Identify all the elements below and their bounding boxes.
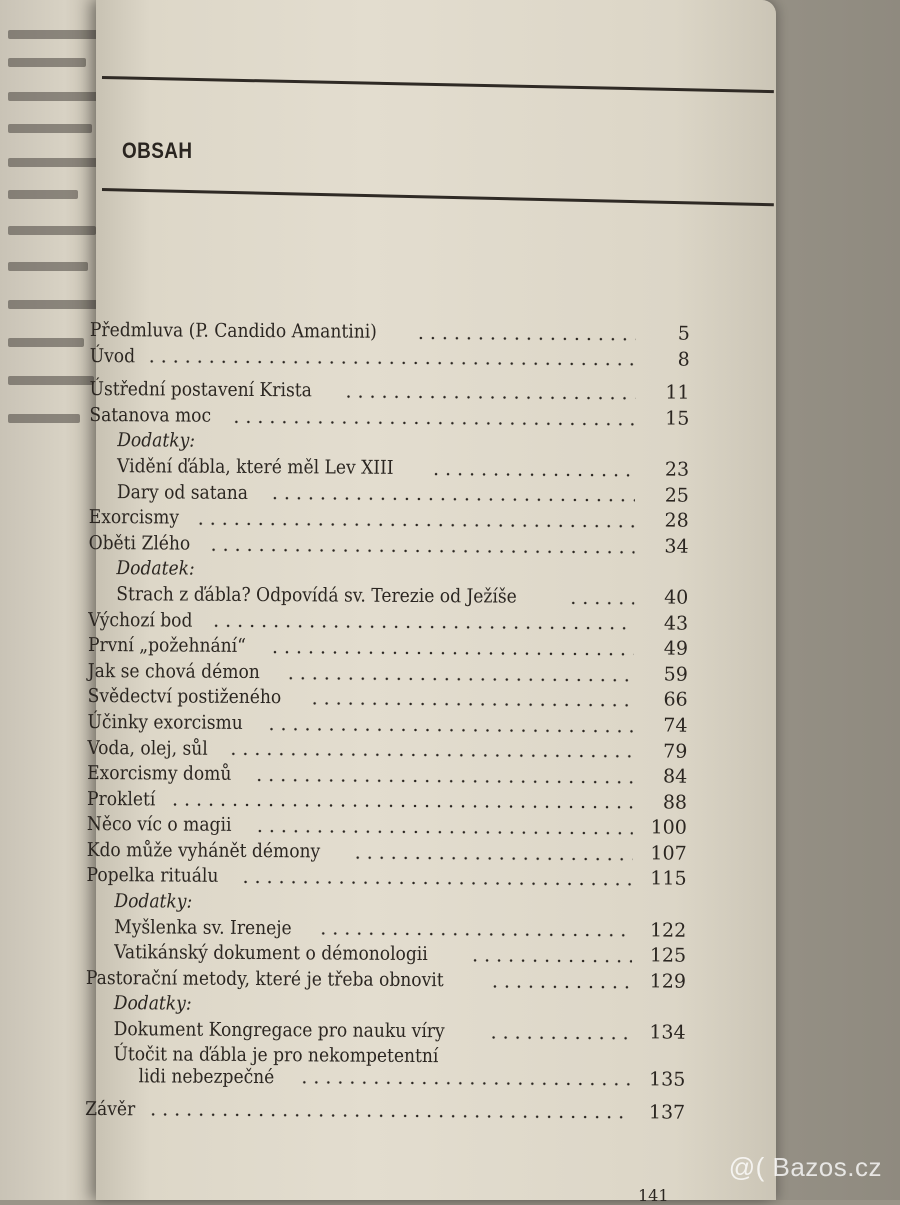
toc-entry-title: Oběti Zlého bbox=[88, 531, 191, 555]
toc-page-number: 40 bbox=[664, 586, 689, 609]
toc-page-number: 84 bbox=[662, 765, 688, 788]
toc-entry-title: Dokument Kongregace pro nauku víry bbox=[113, 1018, 445, 1043]
toc-page-number: 11 bbox=[665, 381, 690, 404]
toc-entry bbox=[87, 710, 687, 739]
toc-entry bbox=[87, 838, 687, 867]
toc-page-number: 107 bbox=[650, 842, 687, 865]
dot-leader bbox=[269, 496, 635, 502]
left-page-text-line bbox=[8, 262, 88, 271]
left-page-text-line bbox=[8, 338, 84, 347]
toc-entry-title: Svědectví postiženého bbox=[87, 685, 282, 709]
toc-entry-title: Prokletí bbox=[86, 787, 156, 811]
toc-page-number: 66 bbox=[663, 688, 688, 711]
toc-page-number: 8 bbox=[677, 348, 690, 371]
toc-page-number: 43 bbox=[663, 612, 689, 635]
dot-leader bbox=[430, 472, 635, 477]
toc-entry-title: Vatikánský dokument o démonologii bbox=[114, 941, 428, 966]
toc-entry-title: Dary od satana bbox=[116, 480, 249, 504]
dot-leader bbox=[195, 522, 635, 529]
toc-entry-title: Útočit na ďábla je pro nekompetentní bbox=[113, 1042, 439, 1067]
toc-page-number: 122 bbox=[649, 919, 687, 942]
left-page-text-line bbox=[8, 158, 100, 167]
left-page-text-line bbox=[8, 226, 96, 235]
toc-entry bbox=[87, 735, 687, 764]
toc-page-number: 25 bbox=[664, 484, 689, 507]
toc-page-number: 137 bbox=[648, 1101, 686, 1124]
dot-leader bbox=[487, 1035, 631, 1040]
page-number: 141 bbox=[638, 1186, 669, 1205]
toc-entry bbox=[88, 582, 688, 611]
dot-leader bbox=[147, 1113, 631, 1120]
table-of-contents bbox=[85, 318, 690, 1126]
toc-entry-title: Pastorační metody, které je třeba obnovit bbox=[85, 966, 444, 992]
toc-page-number: 15 bbox=[665, 407, 690, 430]
toc-entry bbox=[88, 659, 688, 688]
toc-entry-title: Předmluva (P. Candido Amantini) bbox=[89, 318, 377, 343]
toc-note-heading bbox=[89, 428, 689, 457]
left-page-text-line bbox=[8, 300, 102, 309]
toc-entry-title: Kdo může vyhánět démony bbox=[86, 838, 321, 863]
toc-page-number: 23 bbox=[664, 458, 690, 481]
toc-entry-title: Něco víc o magii bbox=[86, 813, 232, 837]
left-page-text-line bbox=[8, 30, 98, 39]
toc-entry bbox=[89, 454, 689, 483]
toc-entry-title: Voda, olej, sůl bbox=[87, 736, 208, 760]
dot-leader bbox=[231, 419, 636, 425]
toc-note-heading bbox=[86, 889, 686, 918]
dot-leader bbox=[342, 395, 635, 401]
toc-entry bbox=[89, 377, 689, 406]
toc-page-number: 49 bbox=[663, 637, 689, 660]
dot-leader bbox=[309, 701, 634, 707]
watermark: @( Bazos.cz bbox=[728, 1152, 882, 1182]
dot-leader bbox=[469, 958, 633, 963]
toc-page-number: 5 bbox=[677, 322, 690, 345]
toc-entry bbox=[87, 863, 687, 892]
toc-entry bbox=[86, 1017, 686, 1046]
toc-entry bbox=[88, 633, 688, 662]
dot-leader bbox=[253, 778, 633, 784]
toc-entry bbox=[87, 761, 687, 790]
toc-page-number: 74 bbox=[663, 714, 688, 737]
dot-leader bbox=[298, 1080, 631, 1086]
toc-entry-title: Popelka rituálu bbox=[86, 864, 219, 888]
toc-entry-title: První „požehnání“ bbox=[87, 634, 247, 658]
toc-entry bbox=[90, 344, 690, 373]
dot-leader bbox=[239, 880, 633, 886]
toc-entry-title: Dodatky: bbox=[113, 992, 192, 1016]
toc-entry-title: Jak se chová démon bbox=[87, 659, 260, 683]
toc-entry-title: Satanova moc bbox=[89, 403, 212, 427]
contents-heading: OBSAH bbox=[122, 138, 193, 163]
toc-page-number: 59 bbox=[663, 663, 688, 686]
dot-leader bbox=[227, 752, 633, 758]
left-page-text-line bbox=[8, 92, 104, 101]
toc-entry-title: Exorcismy domů bbox=[87, 762, 232, 785]
toc-entry bbox=[85, 1043, 685, 1093]
dot-leader bbox=[269, 650, 634, 656]
toc-note-heading bbox=[88, 556, 688, 585]
dot-leader bbox=[146, 360, 636, 367]
toc-page-number: 134 bbox=[649, 1021, 686, 1044]
toc-entry bbox=[87, 787, 687, 816]
toc-entry bbox=[88, 684, 688, 713]
toc-entry-title: Ústřední postavení Krista bbox=[89, 378, 312, 402]
toc-page-number: 88 bbox=[662, 791, 688, 814]
toc-page-number: 28 bbox=[664, 509, 689, 532]
toc-entry bbox=[87, 812, 687, 841]
toc-entry-title: Dodatky: bbox=[114, 890, 193, 913]
toc-entry bbox=[85, 1097, 685, 1126]
toc-entry bbox=[90, 318, 690, 347]
toc-page-number: 79 bbox=[663, 740, 688, 763]
toc-entry-title-continued: lidi nebezpečné bbox=[138, 1064, 275, 1088]
left-page-text-line bbox=[8, 376, 94, 385]
toc-entry bbox=[86, 915, 686, 944]
toc-page-number: 129 bbox=[649, 970, 687, 993]
toc-entry-title: Úvod bbox=[89, 344, 136, 367]
dot-leader bbox=[489, 984, 632, 989]
dot-leader bbox=[266, 727, 634, 733]
dot-leader bbox=[169, 803, 633, 810]
dot-leader bbox=[415, 336, 636, 341]
toc-page-number: 125 bbox=[649, 944, 687, 967]
dot-leader bbox=[567, 601, 634, 605]
dot-leader bbox=[208, 547, 635, 554]
toc-entry bbox=[89, 505, 689, 534]
toc-entry bbox=[89, 531, 689, 560]
left-page-text-line bbox=[8, 58, 86, 67]
left-page-text-line bbox=[8, 190, 78, 199]
toc-entry-title: Výchozí bod bbox=[88, 608, 193, 632]
toc-entry bbox=[89, 480, 689, 509]
toc-page-number: 115 bbox=[650, 867, 687, 891]
toc-entry bbox=[86, 966, 686, 995]
toc-entry-title: Vidění ďábla, které měl Lev XIII bbox=[117, 455, 394, 479]
toc-entry-title: Závěr bbox=[85, 1097, 136, 1120]
dot-leader bbox=[285, 676, 634, 682]
toc-entry-title: Účinky exorcismu bbox=[87, 710, 243, 734]
toc-entry-title: Strach z ďábla? Odpovídá sv. Terezie od Ježíše bbox=[116, 583, 517, 608]
toc-entry bbox=[89, 403, 689, 432]
dot-leader bbox=[352, 855, 633, 861]
left-page-text-line bbox=[8, 124, 92, 133]
toc-entry-title: Myšlenka sv. Ireneje bbox=[114, 915, 292, 939]
toc-page-number: 135 bbox=[649, 1068, 686, 1091]
dot-leader bbox=[253, 829, 632, 835]
dot-leader bbox=[210, 624, 634, 631]
toc-entry bbox=[88, 608, 688, 637]
toc-entry bbox=[86, 940, 686, 969]
dot-leader bbox=[317, 932, 632, 938]
toc-entry-title: Dodatky: bbox=[117, 429, 196, 453]
toc-entry-title: Dodatek: bbox=[116, 557, 195, 580]
left-page-text-line bbox=[8, 414, 80, 423]
toc-page-number: 100 bbox=[650, 816, 687, 839]
toc-entry-title: Exorcismy bbox=[88, 506, 180, 529]
toc-note-heading bbox=[86, 991, 686, 1020]
toc-page-number: 34 bbox=[664, 535, 689, 558]
